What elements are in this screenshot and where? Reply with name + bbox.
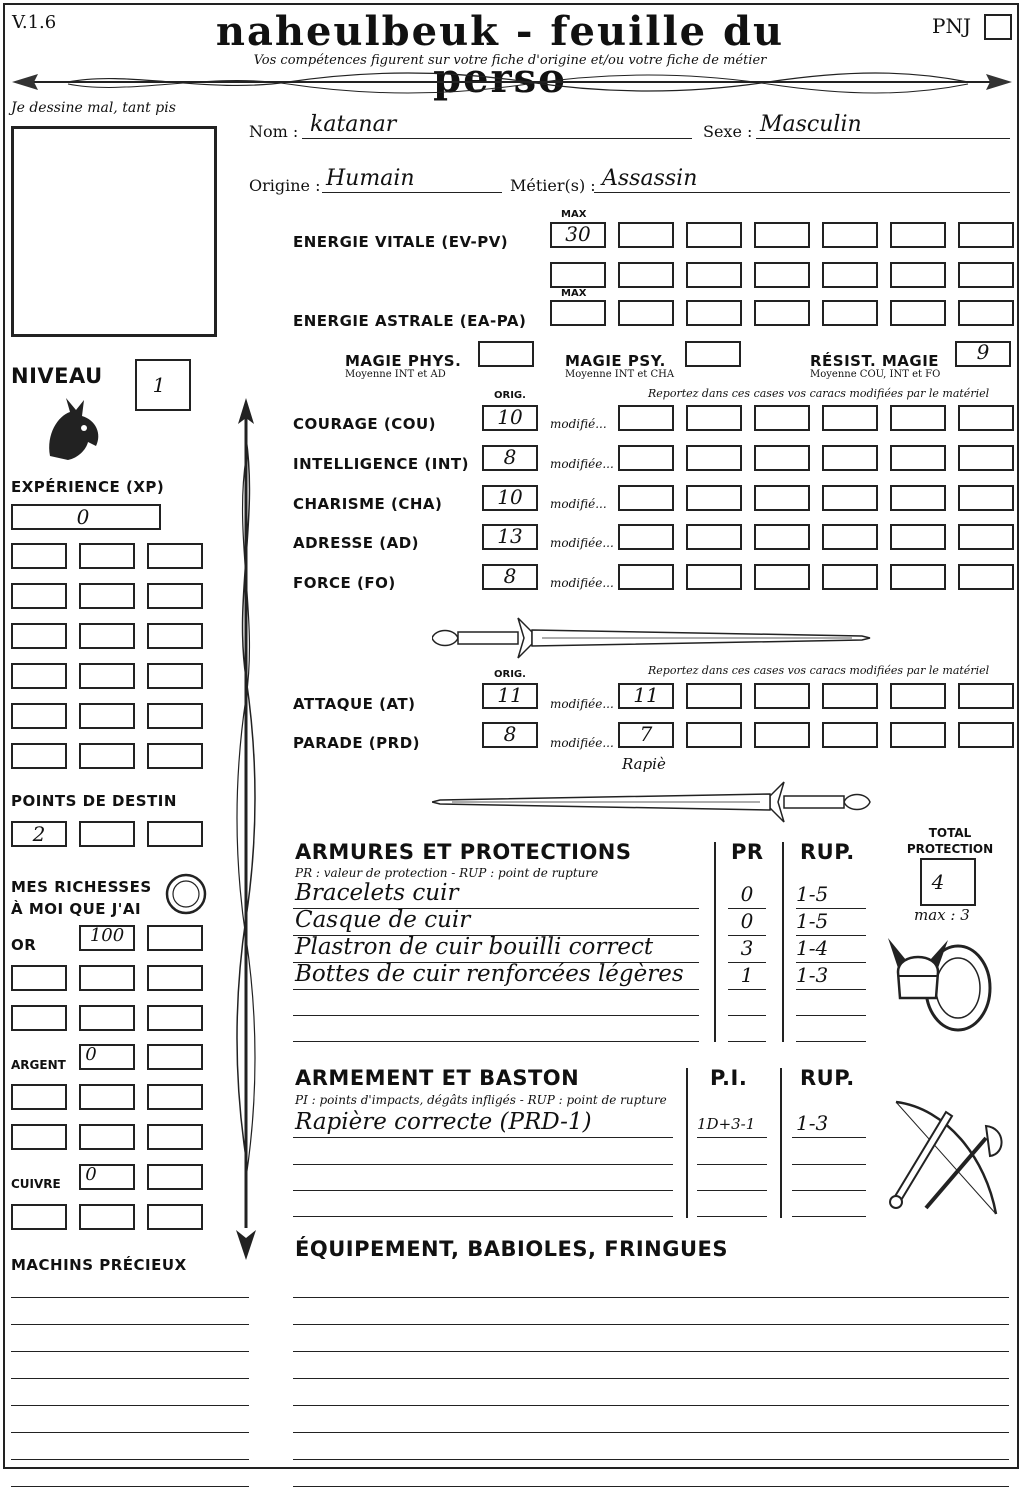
carac-mod-box[interactable] [822, 485, 878, 511]
armor-divider-1 [714, 842, 716, 1042]
xp-box[interactable] [11, 743, 67, 769]
equipment-line[interactable] [293, 1297, 1009, 1298]
machins-precieux-label: MACHINS PRÉCIEUX [11, 1256, 187, 1274]
page-title: naheulbeuk - feuille du perso [215, 8, 785, 102]
weapon-pi: 1D+3-1 [697, 1115, 756, 1133]
xp-box[interactable] [147, 743, 203, 769]
combat-mod-label: modifiée... [550, 697, 614, 711]
xp-box[interactable] [147, 623, 203, 649]
armor-rup: 1-5 [796, 909, 829, 933]
carac-label: ADRESSE (AD) [293, 534, 420, 552]
metier-label: Métier(s) : [510, 176, 596, 195]
or-box[interactable] [147, 965, 203, 991]
page-subtitle: Vos compétences figurent sur votre fiche d'origine et/ou votre fiche de métier [253, 53, 767, 68]
carac-mod-box[interactable] [890, 405, 946, 431]
carac-mod-box[interactable] [618, 564, 674, 590]
weapon-rup-line[interactable] [792, 1190, 866, 1191]
portrait-caption: Je dessine mal, tant pis [11, 100, 176, 116]
combat-orig-box[interactable] [482, 722, 538, 748]
ea-box[interactable] [890, 300, 946, 326]
xp-value: 0 [76, 505, 90, 529]
combat-orig-value: 11 [497, 683, 523, 707]
xp-box[interactable] [11, 583, 67, 609]
ev-box[interactable] [550, 262, 606, 288]
carac-orig-box[interactable] [482, 564, 538, 590]
argent-box[interactable] [11, 1124, 67, 1150]
resist-magie-box[interactable] [955, 341, 1011, 367]
cuivre-box-2[interactable] [147, 1164, 203, 1190]
carac-orig-label: ORIG. [494, 390, 526, 401]
carac-mod-box[interactable] [618, 485, 674, 511]
armor-row-line[interactable] [293, 1041, 699, 1042]
xp-box[interactable] [11, 623, 67, 649]
magie-phys-box[interactable] [478, 341, 534, 367]
carac-mod-label: modifié... [550, 417, 607, 431]
xp-box[interactable] [11, 543, 67, 569]
ev-box[interactable] [618, 262, 674, 288]
combat-mod-box[interactable] [754, 683, 810, 709]
combat-orig-value: 8 [503, 722, 517, 746]
destin-box-3[interactable] [147, 821, 203, 847]
header-spear-icon [8, 68, 1016, 98]
magie-psy-label: MAGIE PSY. [565, 352, 666, 370]
ev-max-value: 30 [565, 222, 591, 246]
combat-mod-box[interactable] [618, 683, 674, 709]
carac-mod-box[interactable] [822, 405, 878, 431]
carac-mod-box[interactable] [890, 564, 946, 590]
ev-box[interactable] [890, 222, 946, 248]
carac-label: CHARISME (CHA) [293, 495, 443, 513]
carac-mod-box[interactable] [890, 485, 946, 511]
ev-box[interactable] [890, 262, 946, 288]
metier-value: Assassin [602, 166, 698, 191]
nom-field[interactable] [302, 112, 692, 139]
carac-mod-box[interactable] [686, 524, 742, 550]
resist-magie-value: 9 [976, 340, 990, 364]
armor-pr-line[interactable] [728, 1041, 766, 1042]
weapons-title: ARMEMENT ET BASTON [295, 1066, 580, 1090]
or-value: 100 [89, 925, 125, 946]
carac-orig-value: 10 [497, 485, 523, 509]
sexe-field[interactable] [756, 112, 1010, 139]
total-protection-box[interactable] [920, 858, 976, 906]
carac-mod-box[interactable] [754, 524, 810, 550]
carac-mod-box[interactable] [958, 445, 1014, 471]
cuivre-box-4[interactable] [79, 1204, 135, 1230]
argent-label: ARGENT [11, 1058, 66, 1072]
ev-box[interactable] [822, 262, 878, 288]
armor-col-pr: PR [731, 840, 764, 864]
magie-psy-box[interactable] [685, 341, 741, 367]
combat-mod-value: 7 [639, 722, 653, 746]
armor-pr: 0 [740, 909, 754, 933]
xp-box[interactable] [79, 583, 135, 609]
carac-orig-box[interactable] [482, 445, 538, 471]
carac-mod-box[interactable] [822, 524, 878, 550]
armor-name: Casque de cuir [295, 907, 471, 933]
combat-mod-box[interactable] [822, 722, 878, 748]
ea-max-label: MAX [561, 288, 587, 299]
armor-legend: PR : valeur de protection - RUP : point de rupture [295, 866, 599, 880]
argent-value: 0 [85, 1044, 97, 1065]
carac-orig-box[interactable] [482, 405, 538, 431]
carac-orig-box[interactable] [482, 524, 538, 550]
weapon-rup: 1-3 [796, 1111, 829, 1135]
richesses-label-1: MES RICHESSES [11, 878, 152, 896]
argent-box-2[interactable] [147, 1044, 203, 1070]
carac-mod-box[interactable] [686, 485, 742, 511]
ea-box[interactable] [686, 300, 742, 326]
xp-box[interactable] [79, 703, 135, 729]
argent-box[interactable] [11, 1084, 67, 1110]
pnj-label: PNJ [932, 14, 971, 38]
equipment-line[interactable] [293, 1405, 1009, 1406]
equipment-line[interactable] [293, 1432, 1009, 1433]
destin-box-2[interactable] [79, 821, 135, 847]
magie-phys-label: MAGIE PHYS. [345, 352, 462, 370]
carac-mod-box[interactable] [822, 445, 878, 471]
nom-label: Nom : [249, 122, 299, 141]
resist-magie-note: Moyenne COU, INT et FO [810, 369, 941, 380]
carac-mod-label: modifiée... [550, 457, 614, 471]
portrait-frame[interactable] [11, 126, 217, 337]
carac-label: INTELLIGENCE (INT) [293, 455, 469, 473]
armor-pr: 1 [740, 963, 754, 987]
xp-box[interactable] [147, 703, 203, 729]
xp-box[interactable] [11, 703, 67, 729]
total-protection-label-2: PROTECTION [906, 842, 994, 856]
argent-box[interactable] [147, 1124, 203, 1150]
weapons-icon [886, 1098, 1006, 1218]
weapon-row-line[interactable] [293, 1216, 673, 1217]
xp-box[interactable] [11, 504, 161, 530]
xp-box[interactable] [147, 583, 203, 609]
ea-box[interactable] [754, 300, 810, 326]
or-box[interactable] [79, 965, 135, 991]
carac-mod-box[interactable] [958, 485, 1014, 511]
carac-mod-box[interactable] [686, 405, 742, 431]
or-box[interactable] [147, 1005, 203, 1031]
weapons-divider-2 [780, 1068, 782, 1218]
sword-icon [432, 612, 872, 662]
armor-pr: 0 [740, 882, 754, 906]
armor-pr: 3 [740, 936, 754, 960]
argent-box[interactable] [147, 1084, 203, 1110]
cuivre-label: CUIVRE [11, 1177, 61, 1191]
armor-rup: 1-5 [796, 882, 829, 906]
ev-box[interactable] [754, 262, 810, 288]
niveau-value: 1 [152, 373, 166, 397]
magie-psy-note: Moyenne INT et CHA [565, 369, 675, 380]
ev-box[interactable] [754, 222, 810, 248]
xp-box[interactable] [147, 663, 203, 689]
carac-mod-box[interactable] [686, 445, 742, 471]
destin-value: 2 [32, 822, 46, 846]
carac-mod-label: modifiée... [550, 576, 614, 590]
carac-mod-box[interactable] [618, 524, 674, 550]
xp-box[interactable] [79, 663, 135, 689]
coin-icon [164, 872, 208, 916]
cuivre-box[interactable] [79, 1164, 135, 1190]
niveau-label: NIVEAU [11, 364, 103, 388]
ea-box[interactable] [958, 300, 1014, 326]
resist-magie-label: RÉSIST. MAGIE [810, 352, 940, 370]
carac-mod-box[interactable] [754, 445, 810, 471]
ev-box[interactable] [686, 262, 742, 288]
ev-label: ENERGIE VITALE (EV-PV) [293, 233, 509, 251]
carac-mod-box[interactable] [686, 564, 742, 590]
dragon-icon [40, 394, 106, 464]
total-protection-value: 4 [931, 870, 945, 894]
carac-label: FORCE (FO) [293, 574, 396, 592]
weapon-rup-line[interactable] [792, 1216, 866, 1217]
or-box[interactable] [79, 1005, 135, 1031]
precious-line[interactable] [11, 1459, 249, 1460]
armor-rup-line[interactable] [796, 1041, 866, 1042]
combat-mod-box[interactable] [890, 722, 946, 748]
xp-box[interactable] [147, 543, 203, 569]
armor-rup-line[interactable] [796, 1015, 866, 1016]
carac-mod-box[interactable] [618, 445, 674, 471]
helmet-shield-icon [888, 928, 998, 1038]
parade-mod-note: Rapiè [622, 755, 666, 773]
carac-orig-box[interactable] [482, 485, 538, 511]
or-box[interactable] [11, 1005, 67, 1031]
combat-mod-box[interactable] [686, 683, 742, 709]
combat-mod-box[interactable] [958, 683, 1014, 709]
xp-box[interactable] [79, 743, 135, 769]
armor-col-rup: RUP. [800, 840, 855, 864]
armor-name: Bracelets cuir [295, 880, 459, 906]
weapon-row-line[interactable] [293, 1137, 673, 1138]
precious-line[interactable] [11, 1378, 249, 1379]
carac-mod-box[interactable] [822, 564, 878, 590]
weapon-pi-line[interactable] [697, 1216, 767, 1217]
ea-max-box[interactable] [550, 300, 606, 326]
weapon-rup-line[interactable] [792, 1137, 866, 1138]
or-box-2[interactable] [147, 925, 203, 951]
carac-orig-value: 10 [497, 405, 523, 429]
ea-box[interactable] [822, 300, 878, 326]
equipment-line[interactable] [293, 1351, 1009, 1352]
sword-icon-2 [432, 778, 872, 828]
weapons-col-rup: RUP. [800, 1066, 855, 1090]
carac-mod-label: modifiée... [550, 536, 614, 550]
xp-box[interactable] [79, 623, 135, 649]
or-box[interactable] [11, 965, 67, 991]
carac-mod-box[interactable] [754, 485, 810, 511]
combat-orig-label: ORIG. [494, 669, 526, 680]
ev-box[interactable] [822, 222, 878, 248]
equipment-line[interactable] [293, 1378, 1009, 1379]
xp-box[interactable] [79, 543, 135, 569]
weapons-legend: PI : points d'impacts, dégâts infligés - RUP : point de rupture [295, 1093, 667, 1107]
ev-box[interactable] [958, 222, 1014, 248]
carac-mod-box[interactable] [890, 524, 946, 550]
armor-title: ARMURES ET PROTECTIONS [295, 840, 632, 864]
version-label: V.1.6 [12, 12, 57, 33]
richesses-label-2: À MOI QUE J'AI [11, 900, 142, 918]
carac-orig-value: 8 [503, 564, 517, 588]
equipment-title: ÉQUIPEMENT, BABIOLES, FRINGUES [295, 1237, 728, 1261]
cuivre-value: 0 [85, 1164, 97, 1185]
weapon-row-line[interactable] [293, 1190, 673, 1191]
armor-rup-line[interactable] [796, 989, 866, 990]
weapons-divider-1 [686, 1068, 688, 1218]
combat-mod-value: 11 [633, 683, 659, 707]
armor-rup: 1-3 [796, 963, 829, 987]
or-box[interactable] [79, 925, 135, 951]
xp-box[interactable] [11, 663, 67, 689]
combat-label: PARADE (PRD) [293, 734, 421, 752]
sexe-value: Masculin [760, 112, 862, 137]
weapon-pi-line[interactable] [697, 1190, 767, 1191]
ev-box[interactable] [686, 222, 742, 248]
pnj-checkbox[interactable] [984, 14, 1012, 40]
armor-pr-line[interactable] [728, 989, 766, 990]
armor-divider-2 [782, 842, 784, 1042]
spear-icon [228, 398, 264, 1260]
carac-orig-value: 8 [503, 445, 517, 469]
weapons-col-pi: P.I. [710, 1066, 748, 1090]
ev-max-box[interactable] [550, 222, 606, 248]
carac-mod-box[interactable] [754, 564, 810, 590]
carac-mod-box[interactable] [754, 405, 810, 431]
nom-value: katanar [310, 112, 397, 137]
ev-box[interactable] [958, 262, 1014, 288]
carac-mod-box[interactable] [958, 524, 1014, 550]
combat-note: Reportez dans ces cases vos caracs modifiées par le matériel [648, 664, 990, 677]
ev-max-label: MAX [561, 209, 587, 220]
carac-mod-box[interactable] [958, 564, 1014, 590]
magie-phys-note: Moyenne INT et AD [345, 369, 446, 380]
argent-box[interactable] [79, 1124, 135, 1150]
armor-pr-line[interactable] [728, 1015, 766, 1016]
metier-field[interactable] [594, 166, 1010, 193]
argent-box[interactable] [79, 1084, 135, 1110]
carac-mod-label: modifié... [550, 497, 607, 511]
xp-label: EXPÉRIENCE (XP) [11, 478, 165, 496]
carac-mod-box[interactable] [618, 405, 674, 431]
combat-mod-box[interactable] [754, 722, 810, 748]
equipment-line[interactable] [293, 1324, 1009, 1325]
combat-mod-box[interactable] [958, 722, 1014, 748]
precious-line[interactable] [11, 1432, 249, 1433]
ev-box[interactable] [618, 222, 674, 248]
weapon-name: Rapière correcte (PRD-1) [295, 1109, 592, 1135]
total-protection-label-1: TOTAL [928, 826, 972, 840]
origine-label: Origine : [249, 176, 321, 195]
weapon-row-line[interactable] [293, 1164, 673, 1165]
armor-name: Bottes de cuir renforcées légères [295, 961, 684, 987]
precious-line[interactable] [11, 1405, 249, 1406]
or-label: OR [11, 936, 37, 954]
carac-mod-box[interactable] [958, 405, 1014, 431]
carac-orig-value: 13 [497, 524, 523, 548]
combat-mod-box[interactable] [686, 722, 742, 748]
precious-line[interactable] [11, 1351, 249, 1352]
max-protection-note: max : 3 [914, 906, 970, 924]
carac-label: COURAGE (COU) [293, 415, 437, 433]
cuivre-box-3[interactable] [11, 1204, 67, 1230]
equipment-line[interactable] [293, 1459, 1009, 1460]
combat-mod-box[interactable] [618, 722, 674, 748]
precious-line[interactable] [11, 1297, 249, 1298]
niveau-box[interactable] [135, 359, 191, 411]
combat-mod-label: modifiée... [550, 736, 614, 750]
ea-label: ENERGIE ASTRALE (EA-PA) [293, 312, 527, 330]
precious-line[interactable] [11, 1324, 249, 1325]
sexe-label: Sexe : [703, 122, 753, 141]
combat-mod-box[interactable] [890, 683, 946, 709]
ea-box[interactable] [618, 300, 674, 326]
destin-label: POINTS DE DESTIN [11, 792, 177, 810]
destin-box-1[interactable] [11, 821, 67, 847]
armor-row-line[interactable] [293, 1015, 699, 1016]
combat-label: ATTAQUE (AT) [293, 695, 416, 713]
armor-rup: 1-4 [796, 936, 829, 960]
origine-field[interactable] [322, 166, 502, 193]
weapon-pi-line[interactable] [697, 1137, 767, 1138]
origine-value: Humain [326, 166, 415, 191]
cuivre-box-5[interactable] [147, 1204, 203, 1230]
weapon-rup-line[interactable] [792, 1164, 866, 1165]
combat-orig-box[interactable] [482, 683, 538, 709]
argent-box[interactable] [79, 1044, 135, 1070]
armor-name: Plastron de cuir bouilli correct [295, 934, 654, 960]
armor-row-line[interactable] [293, 989, 699, 990]
carac-note: Reportez dans ces cases vos caracs modifiées par le matériel [648, 387, 990, 400]
carac-mod-box[interactable] [890, 445, 946, 471]
combat-mod-box[interactable] [822, 683, 878, 709]
weapon-pi-line[interactable] [697, 1164, 767, 1165]
